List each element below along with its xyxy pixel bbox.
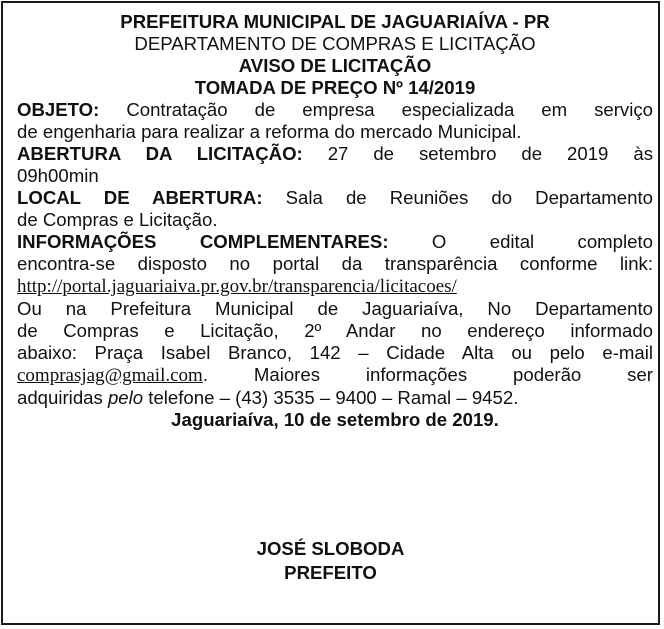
informacoes-line-1 — [17, 231, 653, 253]
notice-frame — [1, 1, 660, 625]
informacoes-phone-line — [17, 387, 653, 409]
objeto-text-1: Contratação de empresa especializada em serviço — [126, 99, 653, 120]
informacoes-text-1: O edital completo — [431, 231, 653, 252]
objeto-line-1 — [17, 99, 653, 121]
date-line: Jaguariaíva, 10 de setembro de 2019. — [171, 409, 499, 430]
objeto-text-2: de engenharia para realizar a reforma do mercado Municipal. — [17, 121, 522, 142]
local-text-1: Sala de Reuniões do Departamento — [285, 187, 653, 208]
transparency-portal-link[interactable]: http://portal.jaguariaiva.pr.gov.br/transparencia/licitacoes/ — [17, 276, 457, 297]
header-notice-title: AVISO DE LICITAÇÃO — [238, 55, 432, 76]
local-line-1 — [17, 187, 653, 209]
informacoes-label: INFORMAÇÕES COMPLEMENTARES: — [17, 231, 389, 252]
abertura-text-1: 27 de setembro de 2019 às — [327, 143, 653, 164]
header-tender-number: TOMADA DE PREÇO Nº 14/2019 — [194, 77, 476, 98]
informacoes-text-6: . Maiores informações poderão ser — [202, 364, 653, 385]
informacoes-text-3: Ou na Prefeitura Municipal de Jaguariaíva, No Departamento — [17, 298, 653, 319]
informacoes-link-line — [17, 275, 653, 298]
abertura-label: ABERTURA DA LICITAÇÃO: — [17, 143, 303, 164]
signature-title: PREFEITO — [284, 562, 377, 583]
informacoes-text-4: de Compras e Licitação, 2º Andar no endereço informado — [17, 320, 653, 341]
informacoes-email-line — [17, 364, 653, 387]
objeto-label: OBJETO: — [17, 99, 100, 120]
informacoes-text-2: encontra-se disposto no portal da transparência conforme link: — [17, 253, 653, 274]
local-label: LOCAL DE ABERTURA: — [17, 187, 263, 208]
abertura-line-1 — [17, 143, 653, 165]
email-link[interactable]: comprasjag@gmail.com — [17, 365, 203, 386]
informacoes-text-7a: adquiridas — [17, 387, 108, 408]
informacoes-text-7c: telefone – (43) 3535 – 9400 – Ramal – 9452. — [143, 387, 519, 408]
local-text-2: de Compras e Licitação. — [17, 209, 218, 230]
header-department: DEPARTAMENTO DE COMPRAS E LICITAÇÃO — [134, 33, 536, 54]
notice-content — [17, 11, 653, 431]
signature-name: JOSÉ SLOBODA — [256, 538, 405, 559]
informacoes-text-7b: pelo — [107, 387, 144, 408]
header-municipality: PREFEITURA MUNICIPAL DE JAGUARIAÍVA - PR — [120, 11, 550, 32]
informacoes-text-5: abaixo: Praça Isabel Branco, 142 – Cidade Alta ou pelo e-mail — [17, 342, 653, 363]
abertura-text-2: 09h00min — [17, 165, 99, 186]
